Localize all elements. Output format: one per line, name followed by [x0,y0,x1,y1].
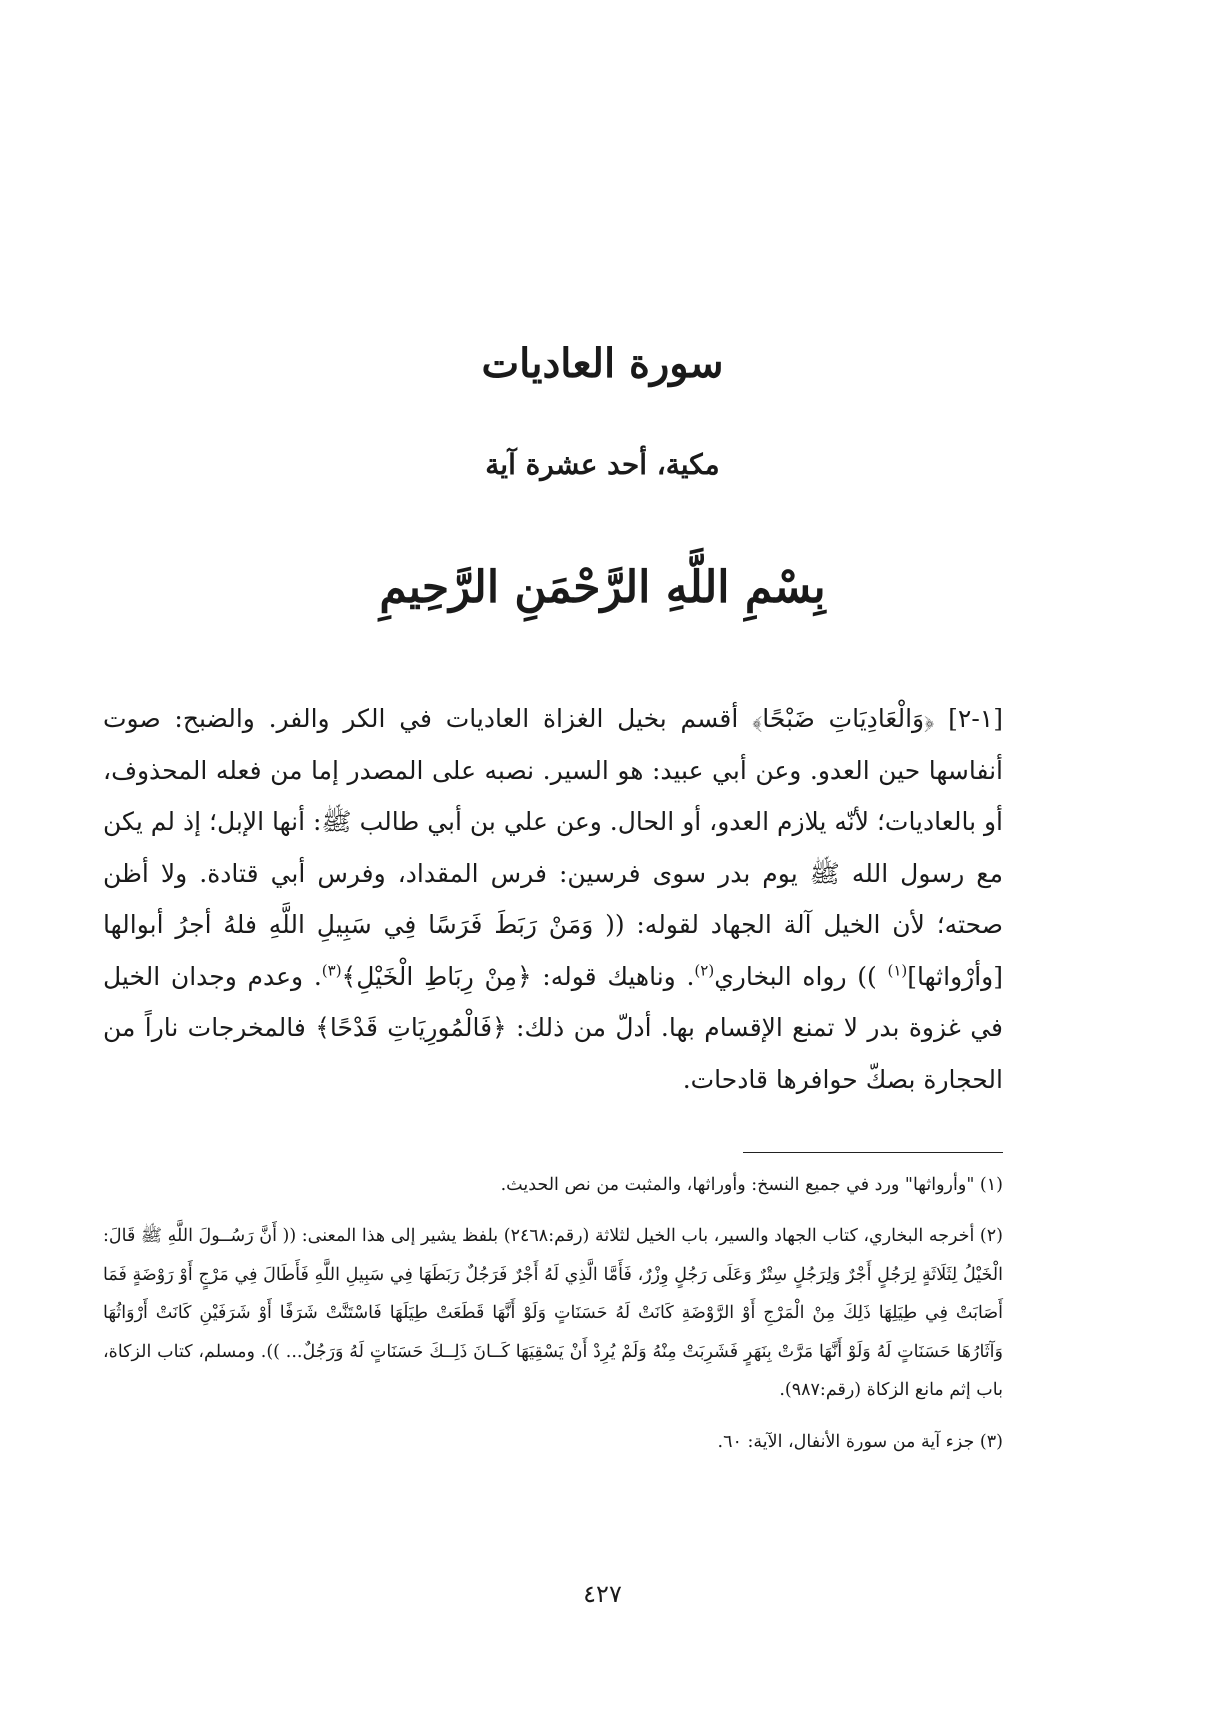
footnote-1: (١) "وأرواثها" ورد في جميع النسخ: وأوراثها، والمثبت من نص الحديث. [500,1175,1003,1195]
footnote-3: (٣) جزء آية من سورة الأنفال، الآية: ٦٠. [717,1431,1003,1452]
hadith-quote: وَمَنْ رَبَطَ فَرَسًا فِي سَبِيلِ اللَّهِ فلهُ أجرُ أبوالها [وأرْواثها] [103,910,1003,991]
footnote-ref-3[interactable]: (٣) [321,961,342,980]
footnote-ref-1[interactable]: (١) [887,961,908,980]
surah-title: سورة العاديات [481,340,724,387]
text-segment: . وعدم وجدان الخيل في غزوة بدر لا تمنع الإقسام بها. أدلّ من ذلك: [103,961,1003,1042]
text-segment: فالمخرجات ناراً من الحجارة بصكّ حوافرها قادحات. [103,1013,1003,1094]
footnote-divider [743,1152,1003,1153]
quran-verse-ribat: ﴿مِنْ رِبَاطِ الْخَيْلِ﴾ [341,961,532,991]
footnote-2: (٢) أخرجه البخاري، كتاب الجهاد والسير، باب الخيل لثلاثة (رقم:٢٤٦٨) بلفظ يشير إلى هذا المعنى: (( أَنَّ رَسُــولَ اللَّهِ ﷺ قَالَ: الْخَيْلُ لِثَلَاثَةٍ لِرَجُلٍ أَجْرٌ وَلِرَجُلٍ سِتْرٌ وَعَلَى رَجُلٍ وِزْرٌ، فَأَمَّا الَّذِي لَهُ أَجْرٌ فَرَجُلٌ رَبَطَهَا فِي سَبِيلِ اللَّهِ فَأَطَالَ فِي مَرْجٍ أَوْ رَوْضَةٍ فَمَا أَصَابَتْ فِي طِيَلِهَا ذَلِكَ مِنْ الْمَرْجِ أَوْ الرَّوْضَةِ كَانَتْ لَهُ حَسَنَاتٍ وَلَوْ أَنَّهَا قَطَعَتْ طِيَلَهَا فَاسْتَنَّتْ شَرَفًا أَوْ شَرَفَيْنِ كَانَتْ أَرْوَاثُهَا وَآثَارُهَا حَسَنَاتٍ لَهُ وَلَوْ أَنَّهَا مَرَّتْ بِنَهَرٍ فَشَرِبَتْ مِنْهُ وَلَمْ يُرِدْ أَنْ يَسْقِيَهَا كَــانَ ذَلِــكَ حَسَنَاتٍ لَهُ وَرَجُلٌ... )). ومسلم، كتاب الزكاة، باب إثم مانع الزكاة (رقم:٩٨٧). [103,1226,1003,1400]
text-segment: )) رواه البخاري [714,961,888,991]
quran-verse-muriyat: ﴿فَالْمُورِيَاتِ قَدْحًا﴾ [315,1013,507,1042]
quran-verse-adiyat: ﴿وَالْعَادِيَاتِ ضَبْحًا﴾ [752,704,935,733]
verse-range: [١-٢] [934,704,1003,733]
basmala: بِسْمِ اللَّهِ الرَّحْمَنِ الرَّحِيمِ [379,562,826,613]
surah-info: مكية، أحد عشرة آية [485,448,720,481]
commentary-paragraph [103,693,1003,1105]
text-segment: أقسم بخيل الغزاة العاديات في الكر والفر. والضبح: صوت أنفاسها حين العدو. وعن أبي عبيد: هو السير. نصبه على المصدر إما من فعله المحذوف، أو بالعاديات؛ لأنّه يلازم العدو، أو الحال. وعن علي بن أبي طالب ﷺ: أنها الإبل؛ إذ لم يكن مع رسول الله ﷺ يوم بدر سوى فرسين: فرس المقداد، وفرس أبي قتادة. ولا أظن صحته؛ لأن الخيل آلة الجهاد لقوله: (( [103,704,1003,939]
footnote-ref-2[interactable]: (٢) [694,961,715,980]
page-number: ٤٢٧ [583,1580,622,1608]
footnotes [103,1166,1003,1474]
text-segment: . وناهيك قوله: [531,961,695,991]
